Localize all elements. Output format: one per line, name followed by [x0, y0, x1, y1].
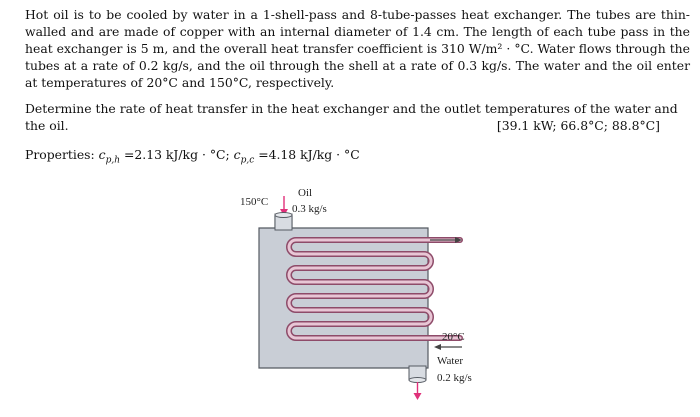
- water-label: Water: [437, 355, 463, 367]
- cpc-subscript: p,c: [240, 155, 255, 166]
- water-inlet-arrow: [434, 344, 462, 350]
- cpc-symbol: c: [233, 147, 241, 162]
- cpc-value: =4.18 kJ/kg · °C: [258, 147, 360, 162]
- oil-outlet-arrow: [414, 382, 422, 400]
- answer-text: [39.1 kW; 66.8°C; 88.8°C]: [496, 118, 660, 133]
- water-flow-label: 0.2 kg/s: [437, 372, 472, 384]
- properties-label: Properties:: [25, 147, 95, 162]
- cph-subscript: p,h: [105, 155, 121, 166]
- oil-flow-label: 0.3 kg/s: [292, 203, 327, 215]
- oil-label: Oil: [298, 187, 313, 199]
- cph-symbol: c: [98, 147, 106, 162]
- oil-inlet-temp-label: 150°C: [240, 196, 269, 208]
- water-inlet-temp-label: 20°C: [442, 331, 465, 343]
- cph-value: =2.13 kJ/kg · °C;: [124, 147, 230, 162]
- question-text: Determine the rate of heat transfer in the heat exchanger and the outlet temperatures of the water and the oil.: [25, 101, 678, 133]
- problem-statement: Hot oil is to be cooled by water in a 1-shell-pass and 8-tube-passes heat exchanger. The tubes are thin-walled and are made of copper with an internal diameter of 1.4 cm. The length of each tube pass in the heat exchanger is 5 m, and the overall heat transfer coefficient is 310 W/m² · °C. Water flows through the tubes at a rate of 0.2 kg/s, and the oil through the shell at a rate of 0.3 kg/s. The water and the oil enter at temperatures of 20°C and 150°C, respectively.: [25, 7, 690, 90]
